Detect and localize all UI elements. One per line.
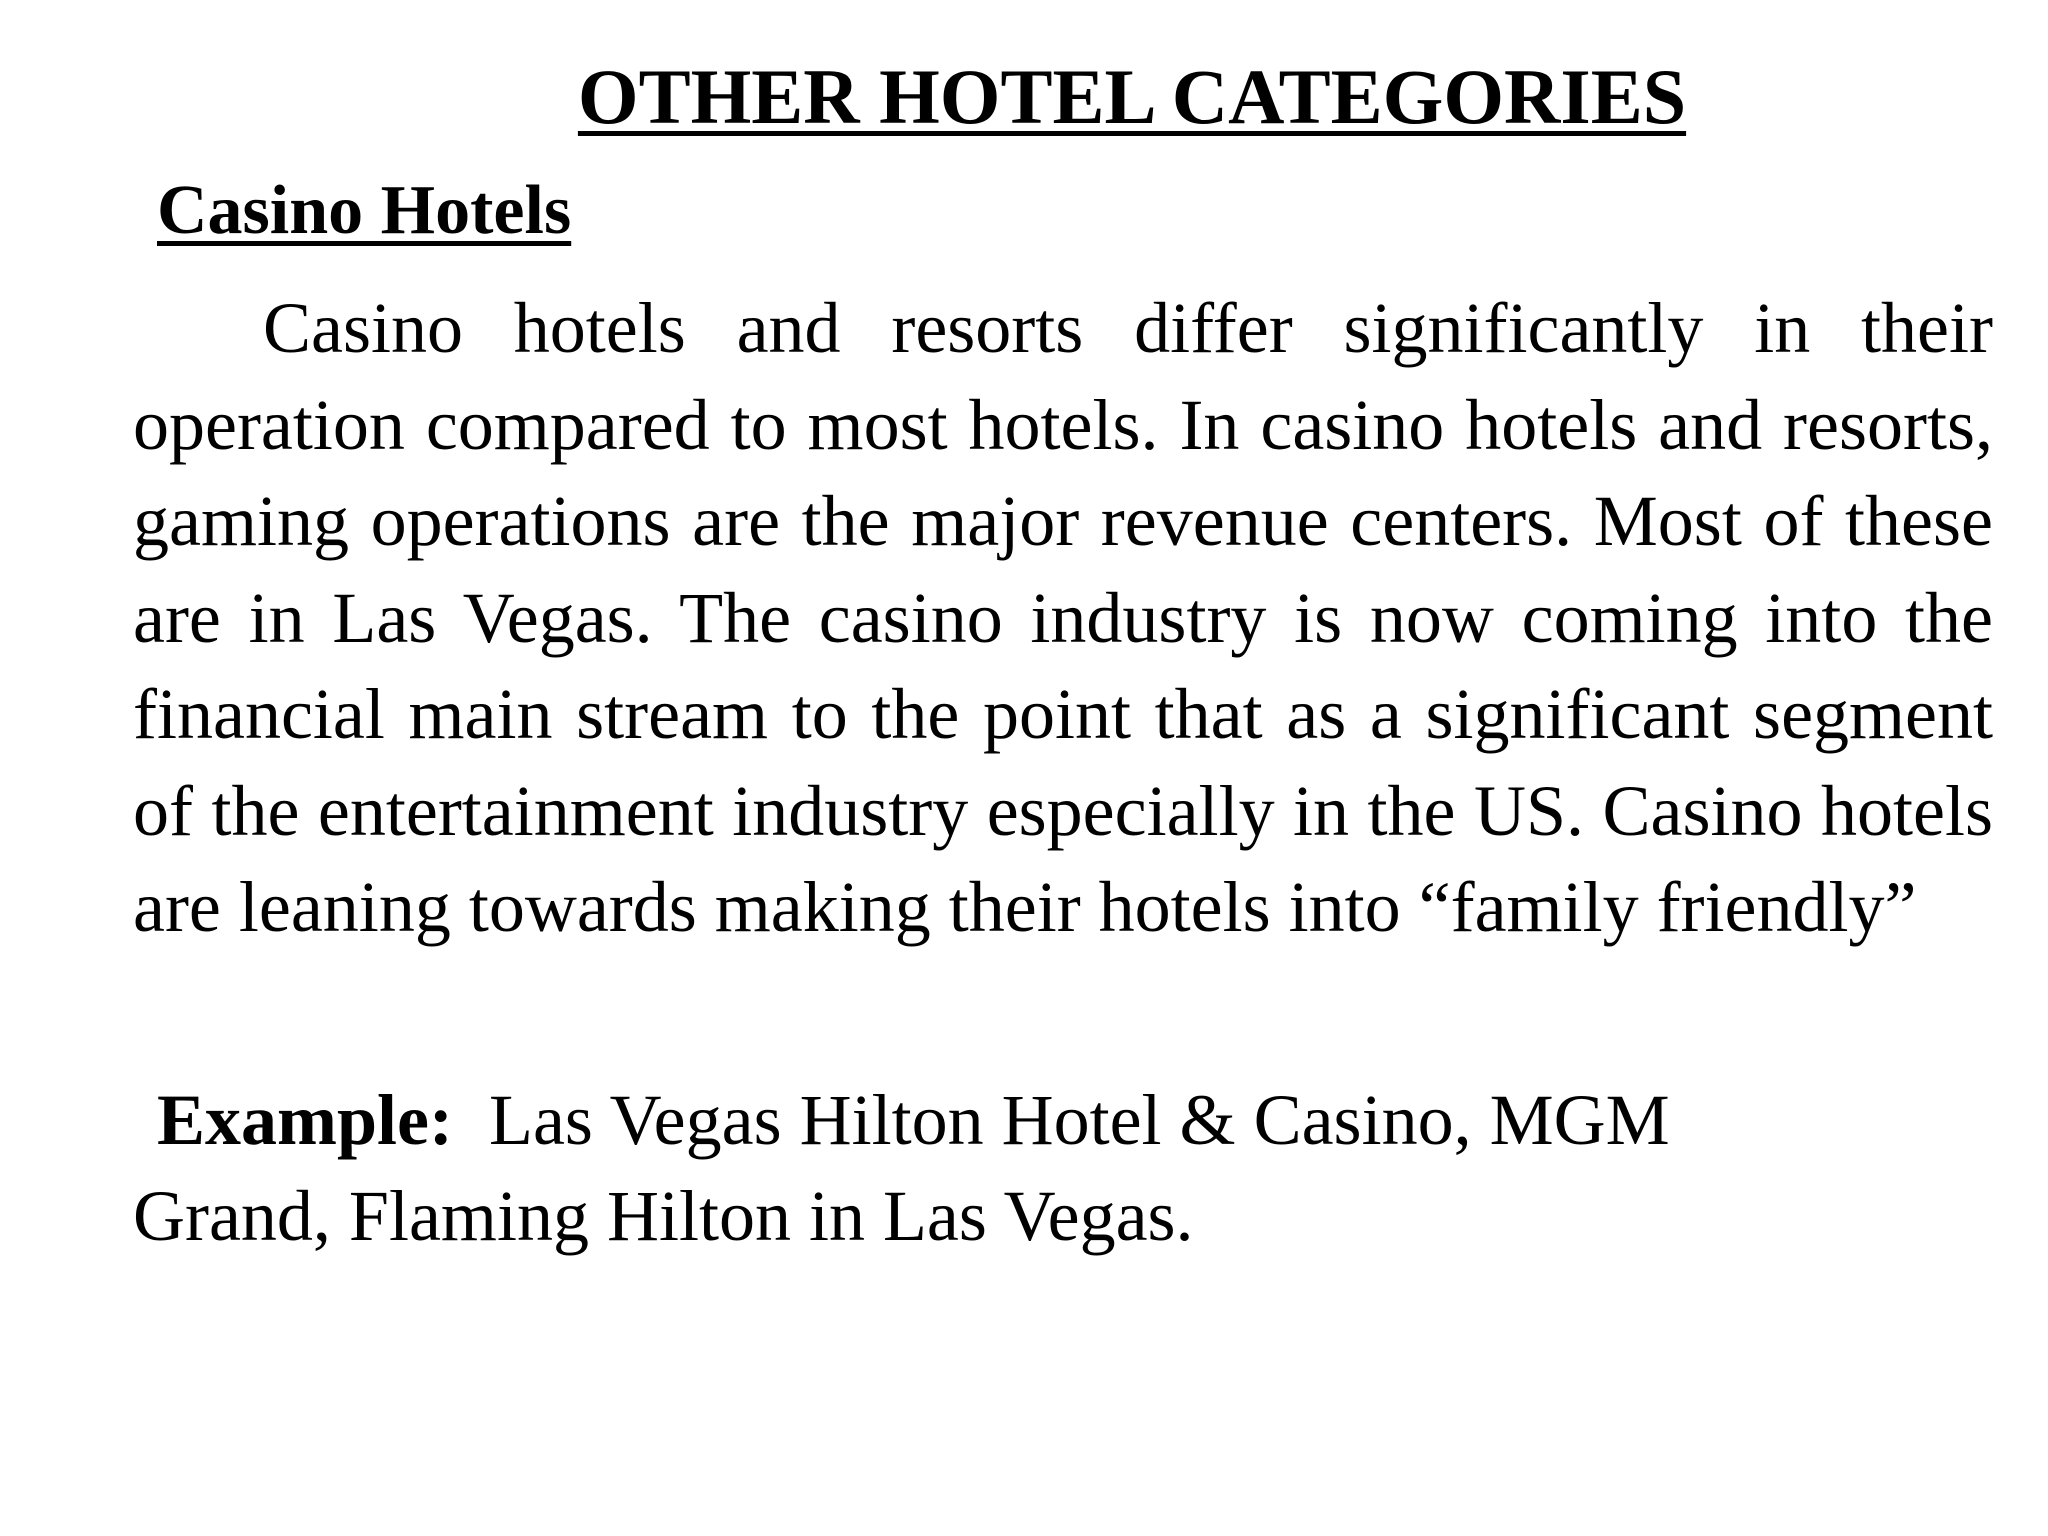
slide-title: OTHER HOTEL CATEGORIES	[577, 53, 1687, 140]
example-text-line1: Las Vegas Hilton Hotel & Casino, MGM	[452, 1080, 1670, 1160]
example-paragraph	[133, 1072, 1993, 1264]
body-paragraph: Casino hotels and resorts differ significantly in their operation compared to most hotels. In casino hotels and resorts, gaming operations are the major revenue centers. Most of these are in Las Vegas. The casino industry is now coming into the financial main stream to the point that as a significant segment of the entertainment industry especially in the US. Casino hotels are leaning towards making their hotels into “family friendly”	[133, 288, 1993, 947]
section-heading: Casino Hotels	[157, 172, 572, 249]
example-label: Example:	[157, 1080, 453, 1160]
example-text-line2: Grand, Flaming Hilton in Las Vegas.	[133, 1176, 1194, 1256]
